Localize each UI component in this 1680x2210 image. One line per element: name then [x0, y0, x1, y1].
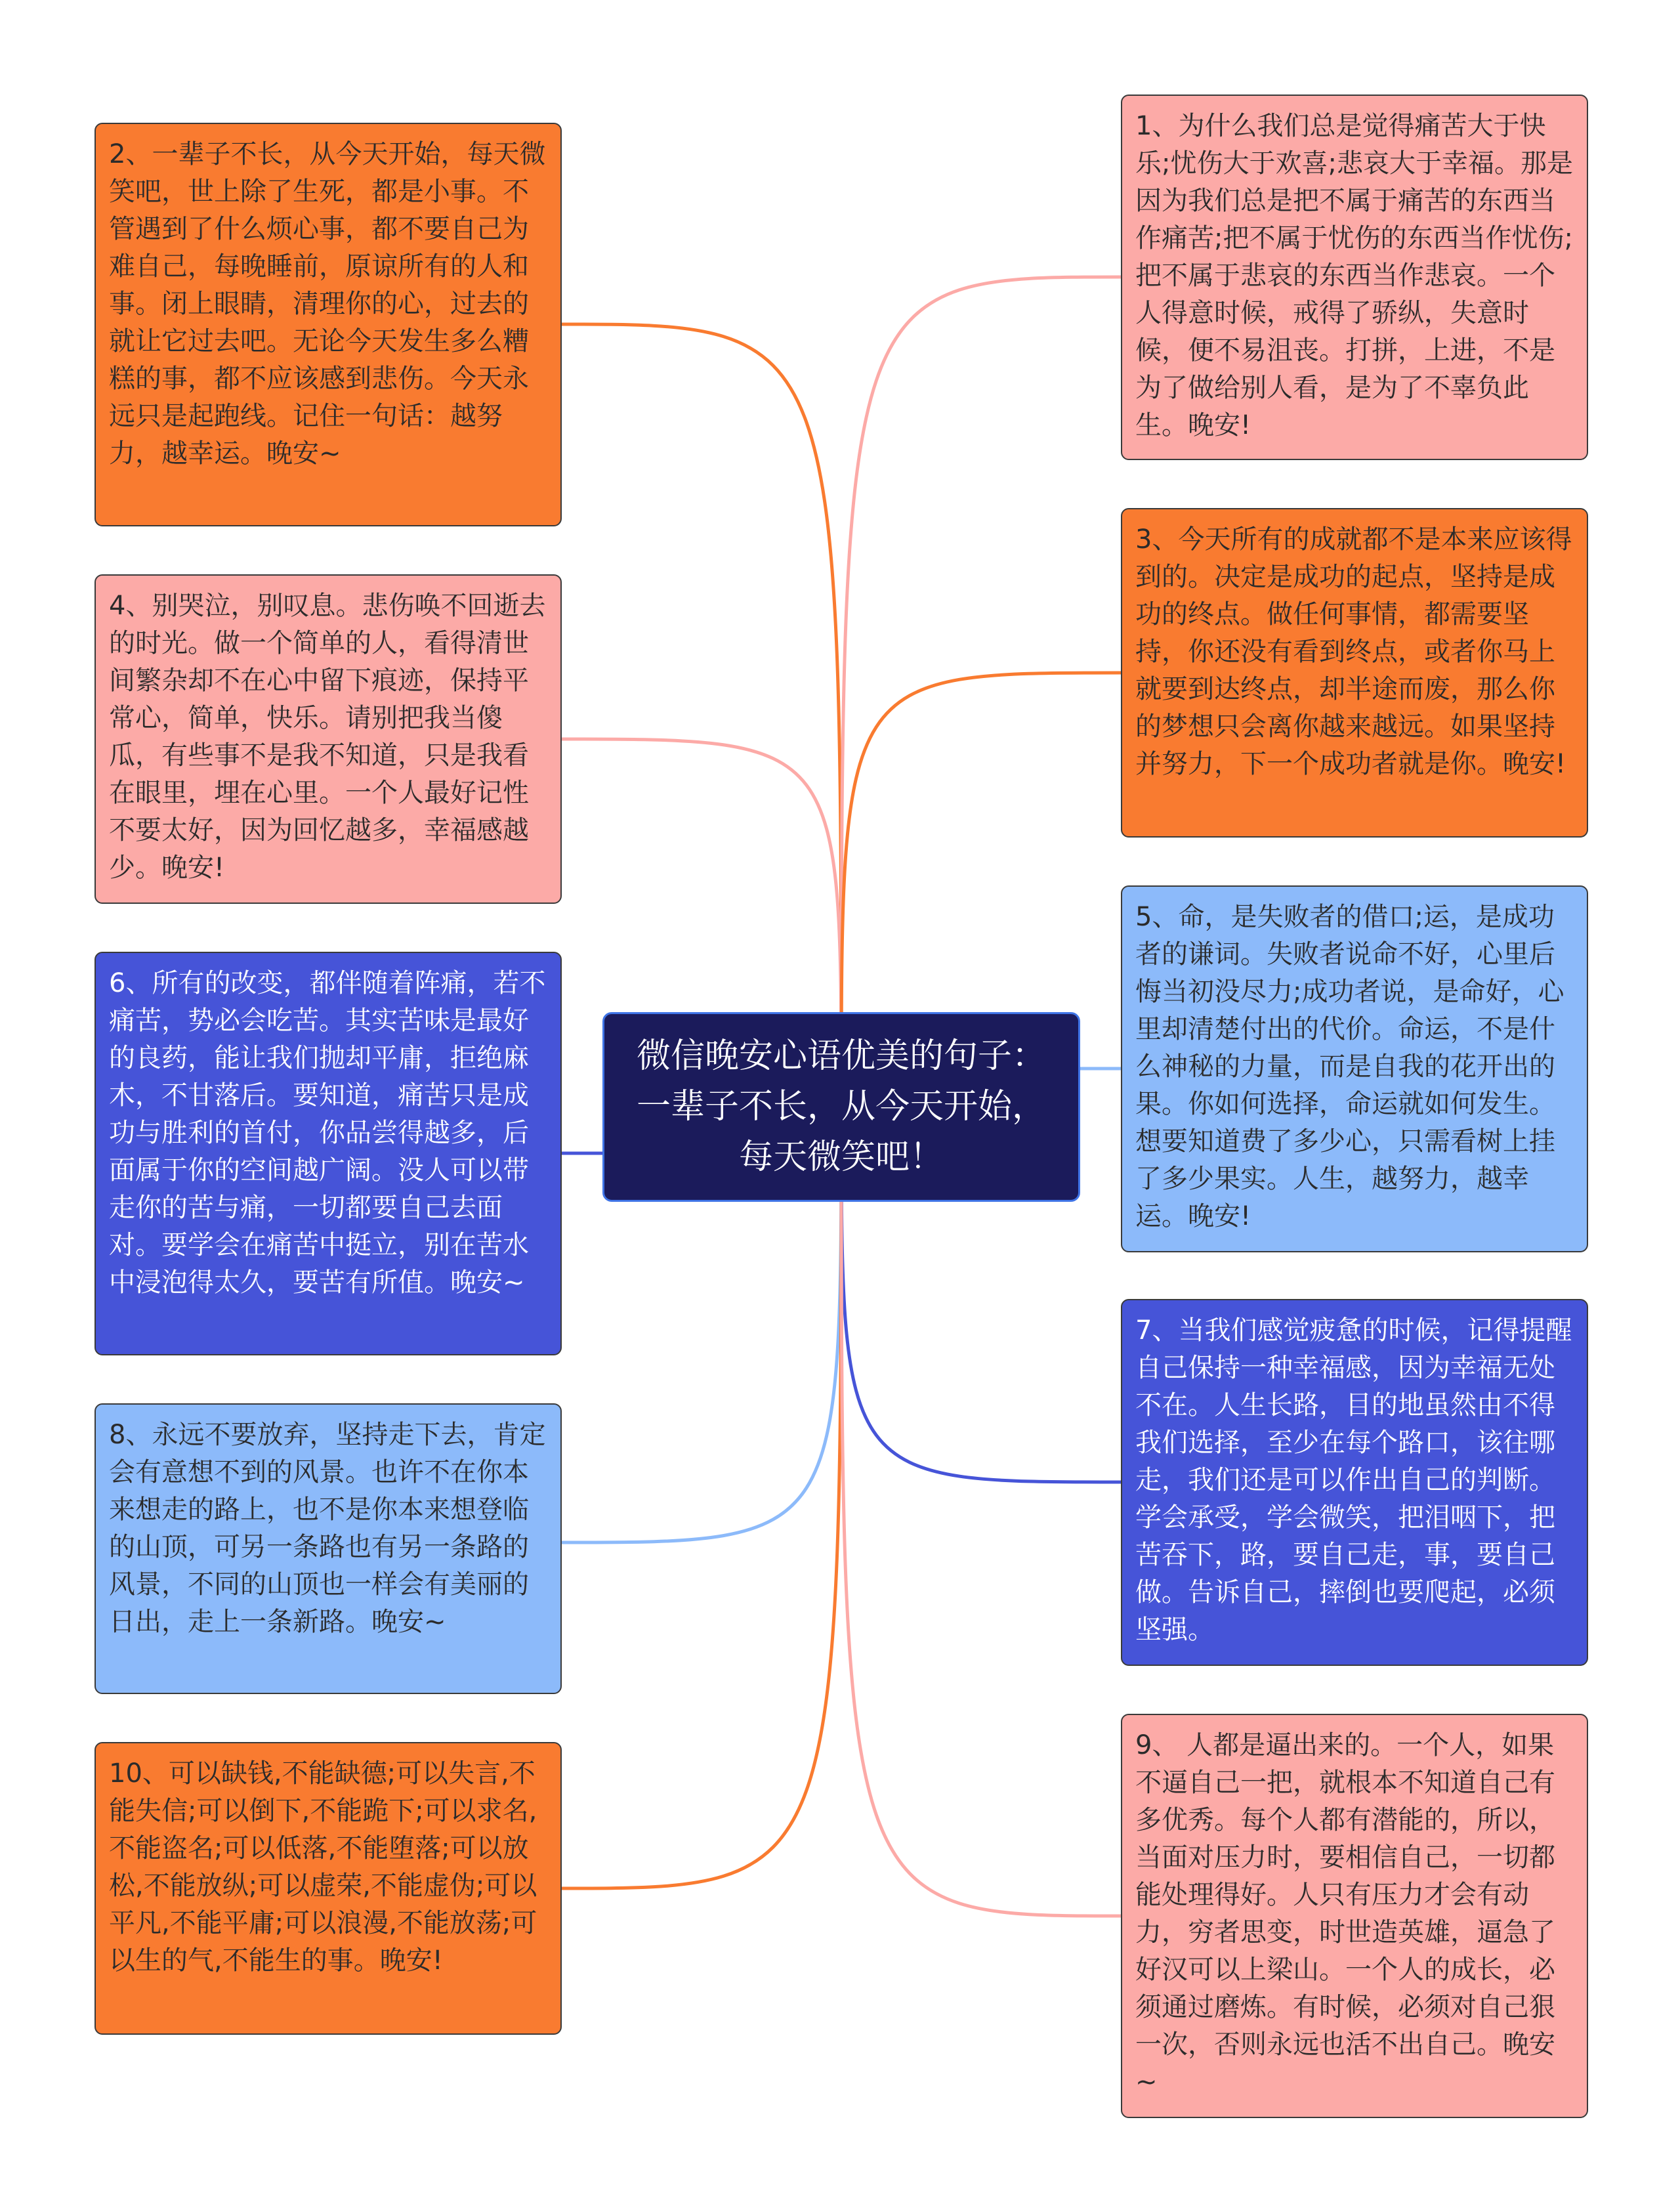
topic-text: 1、为什么我们总是觉得痛苦大于快乐;忧伤大于欢喜;悲哀大于幸福。那是因为我们总是把不属于痛苦的东西当作痛苦;把不属于忧伤的东西当作忧伤;把不属于悲哀的东西当作悲哀。一个人得意时候，戒得了骄纵，失意时候，便不易沮丧。打拼，上进，不是为了做给别人看，是为了不辜负此生。晚安!	[1135, 111, 1573, 440]
topic-node-10[interactable]	[94, 1742, 562, 2035]
topic-text: 2、一辈子不长，从今天开始，每天微笑吧，世上除了生死，都是小事。不管遇到了什么烦心事，都不要自己为难自己，每晚睡前，原谅所有的人和事。闭上眼睛，清理你的心，过去的就让它过去吧。无论今天发生多么糟糕的事，都不应该感到悲伤。今天永远只是起跑线。记住一句话：越努力，越幸运。晚安~	[109, 139, 546, 469]
connector-line	[841, 277, 1121, 1107]
topic-node-9[interactable]	[1121, 1714, 1588, 2118]
topic-text: 3、今天所有的成就都不是本来应该得到的。决定是成功的起点，坚持是成功的终点。做任何事情，都需要坚持，你还没有看到终点，或者你马上就要到达终点，却半途而废，那么你的梦想只会离你越来越远。如果坚持并努力，下一个成功者就是你。晚安!	[1135, 524, 1572, 779]
connector-line	[841, 1107, 1121, 1916]
topic-node-3[interactable]	[1121, 508, 1588, 838]
central-topic[interactable]	[602, 1012, 1080, 1202]
topic-node-4[interactable]	[94, 574, 562, 904]
topic-node-5[interactable]	[1121, 885, 1588, 1252]
topic-node-1[interactable]	[1121, 95, 1588, 460]
connector-line	[562, 324, 841, 1107]
topic-text: 5、命，是失败者的借口;运，是成功者的谦词。失败者说命不好，心里后悔当初没尽力;成功者说，是命好，心里却清楚付出的代价。命运，不是什么神秘的力量，而是自我的花开出的果。你如何选择，命运就如何发生。想要知道费了多少心，只需看树上挂了多少果实。人生，越努力，越幸运。晚安!	[1135, 902, 1564, 1231]
topic-node-7[interactable]	[1121, 1299, 1588, 1666]
topic-text: 6、所有的改变，都伴随着阵痛，若不痛苦，势必会吃苦。其实苦味是最好的良药，能让我们抛却平庸，拒绝麻木，不甘落后。要知道，痛苦只是成功与胜利的首付，你品尝得越多，后面属于你的空间越广阔。没人可以带走你的苦与痛，一切都要自己去面对。要学会在痛苦中挺立，别在苦水中浸泡得太久，要苦有所值。晚安~	[109, 968, 546, 1298]
topic-node-6[interactable]	[94, 952, 562, 1355]
topic-node-2[interactable]	[94, 123, 562, 526]
topic-text: 9、 人都是逼出来的。一个人，如果不逼自己一把，就根本不知道自己有多优秀。每个人都有潜能的，所以，当面对压力时，要相信自己，一切都能处理得好。人只有压力才会有动力，穷者思变，时世造英雄，逼急了好汉可以上梁山。一个人的成长，必须通过磨炼。有时候，必须对自己狠一次，否则永远也活不出自己。晚安~	[1135, 1730, 1555, 2097]
topic-text: 10、可以缺钱,不能缺德;可以失言,不能失信;可以倒下,不能跪下;可以求名,不能盗名;可以低落,不能堕落;可以放松,不能放纵;可以虚荣,不能虚伪;可以平凡,不能平庸;可以浪漫,不能放荡;可以生的气,不能生的事。晚安!	[109, 1758, 537, 1976]
topic-text: 4、别哭泣，别叹息。悲伤唤不回逝去的时光。做一个简单的人，看得清世间繁杂却不在心中留下痕迹，保持平常心，简单，快乐。请别把我当傻瓜，有些事不是我不知道，只是我看在眼里，埋在心里。一个人最好记性不要太好，因为回忆越多，幸福感越少。晚安!	[109, 591, 546, 883]
topic-text: 8、永远不要放弃，坚持走下去，肯定会有意想不到的风景。也许不在你本来想走的路上，也不是你本来想登临的山顶，可另一条路也有另一条路的风景，不同的山顶也一样会有美丽的日出，走上一条新路。晚安~	[109, 1420, 546, 1637]
central-topic-text: 微信晚安心语优美的句子：一辈子不长，从今天开始，每天微笑吧！	[636, 1036, 1046, 1177]
topic-text: 7、当我们感觉疲惫的时候，记得提醒自己保持一种幸福感，因为幸福无处不在。人生长路，目的地虽然由不得我们选择，至少在每个路口，该往哪走，我们还是可以作出自己的判断。学会承受，学会微笑，把泪咽下，把苦吞下，路，要自己走，事，要自己做。告诉自己，摔倒也要爬起，必须坚强。	[1135, 1315, 1572, 1645]
topic-node-8[interactable]	[94, 1403, 562, 1694]
